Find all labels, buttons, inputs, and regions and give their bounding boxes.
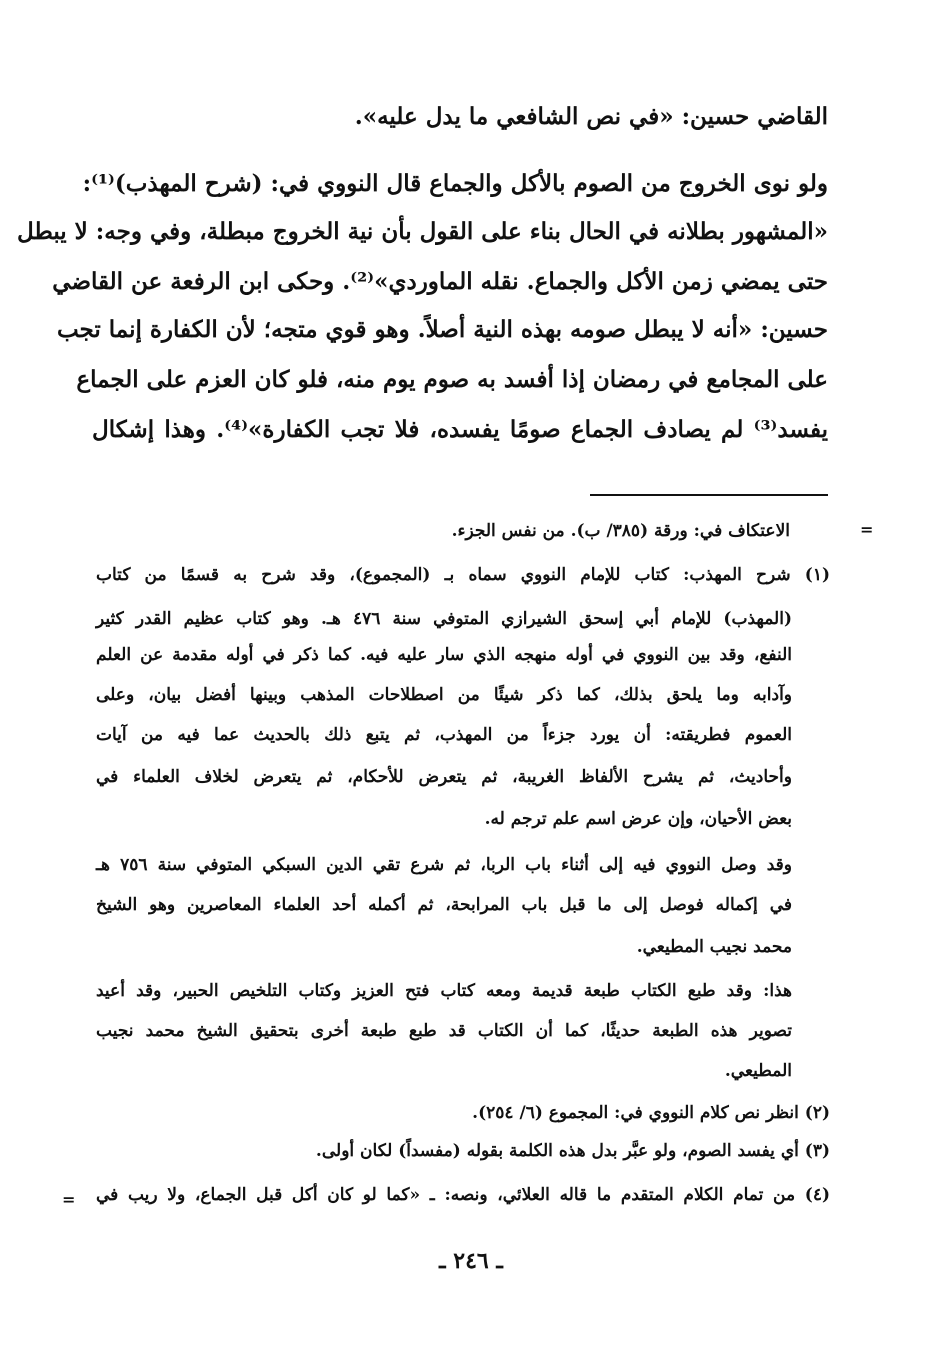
body-line: على المجامع في رمضان إذا أفسد به صوم يوم منه، فلو كان العزم على الجماع [76, 366, 828, 393]
continuation-mark: = [860, 520, 874, 539]
body-line: يفسد⁽³⁾ لم يصادف الجماع صومًا يفسده، فلا تجب الكفارة»⁽⁴⁾. وهذا إشكال [92, 416, 829, 443]
body-line: القاضي حسين: «في نص الشافعي ما يدل عليه». [354, 103, 828, 130]
body-line: حتى يمضي زمن الأكل والجماع. نقله الماوردي»⁽²⁾. وحكى ابن الرفعة عن القاضي [52, 268, 828, 295]
footnote-line: المطيعي. [724, 1061, 792, 1081]
footnote-line: (٤) من تمام الكلام المتقدم ما قاله العلائي، ونصه: ـ «كما لو كان أكل قبل الجماع، ولا ريب في [96, 1185, 830, 1205]
footnote-line: وآدابه وما يلحق بذلك، كما ذكر شيئًا من اصطلاحات المذهب وبينها أفضل بيان، وعلى [96, 685, 792, 705]
page-number: ـ ٢٤٦ ـ [439, 1248, 503, 1274]
body-line: «المشهور بطلانه في الحال بناء على القول بأن نية الخروج مبطلة، وفي وجه: لا يبطل [17, 218, 828, 245]
footnote-line: محمد نجيب المطيعي. [636, 937, 792, 957]
footnote-line: بعض الأحيان، وإن عرض اسم علم ترجم له. [484, 809, 792, 829]
footnote-line: تصوير هذه الطبعة حديثًا، كما أن الكتاب قد طبع طبعة أخرى بتحقيق الشيخ محمد نجيب [96, 1021, 792, 1041]
footnote-line: في إكماله فوصل إلى ما قبل باب المرابحة، ثم أكمله أحد العلماء المعاصرين وهو الشيخ [96, 895, 792, 915]
footnote-separator [590, 494, 828, 496]
footnote-line: وقد وصل النووي فيه إلى أثناء باب الربا، ثم شرع تقي الدين السبكي المتوفي سنة ٧٥٦ هـ [96, 855, 792, 875]
footnote-line: (٢) انظر نص كلام النووي في: المجموع (٦/ ٢٥٤). [472, 1103, 830, 1123]
continuation-mark: = [62, 1190, 76, 1209]
footnote-line: (٣) أي يفسد الصوم، ولو عبَّر بدل هذه الكلمة بقوله (مفسداً) لكان أولى. [315, 1141, 830, 1161]
footnote-line: هذا: وقد طبع الكتاب طبعة قديمة ومعه كتاب فتح العزيز وكتاب التلخيص الحبير، وقد أعيد [96, 981, 792, 1001]
footnote-line: (١) شرح المهذب: كتاب للإمام النووي سماه بـ (المجموع)، وقد شرح به قسمًا من كتاب [96, 565, 830, 585]
footnote-line: الاعتكاف في: ورقة (٣٨٥/ ب). من نفس الجزء. [451, 521, 790, 541]
footnote-line: وأحاديث، ثم يشرح الألفاظ الغريبة، ثم يتعرض للأحكام، ثم يتعرض لخلاف العلماء في [96, 767, 792, 787]
body-line: حسين: «أنه لا يبطل صومه بهذه النية أصلاً. وهو قوي متجه؛ لأن الكفارة إنما تجب [56, 316, 828, 343]
body-line: ولو نوى الخروج من الصوم بالأكل والجماع قال النووي في: (شرح المهذب)⁽¹⁾: [82, 170, 828, 197]
footnote-line: النفع، وقد بين النووي في أوله منهجه الذي سار عليه فيه. كما ذكر في أوله مقدمة عن العلم [96, 645, 792, 665]
footnote-line: (المهذب) للإمام أبي إسحق الشيرازي المتوفي سنة ٤٧٦ هـ. وهو كتاب عظيم القدر كثير [96, 609, 792, 629]
footnote-line: العموم فطريقته: أن يورد جزءاً من المهذب، ثم يتبع ذلك بالحديث عما فيه من آيات [96, 725, 792, 745]
